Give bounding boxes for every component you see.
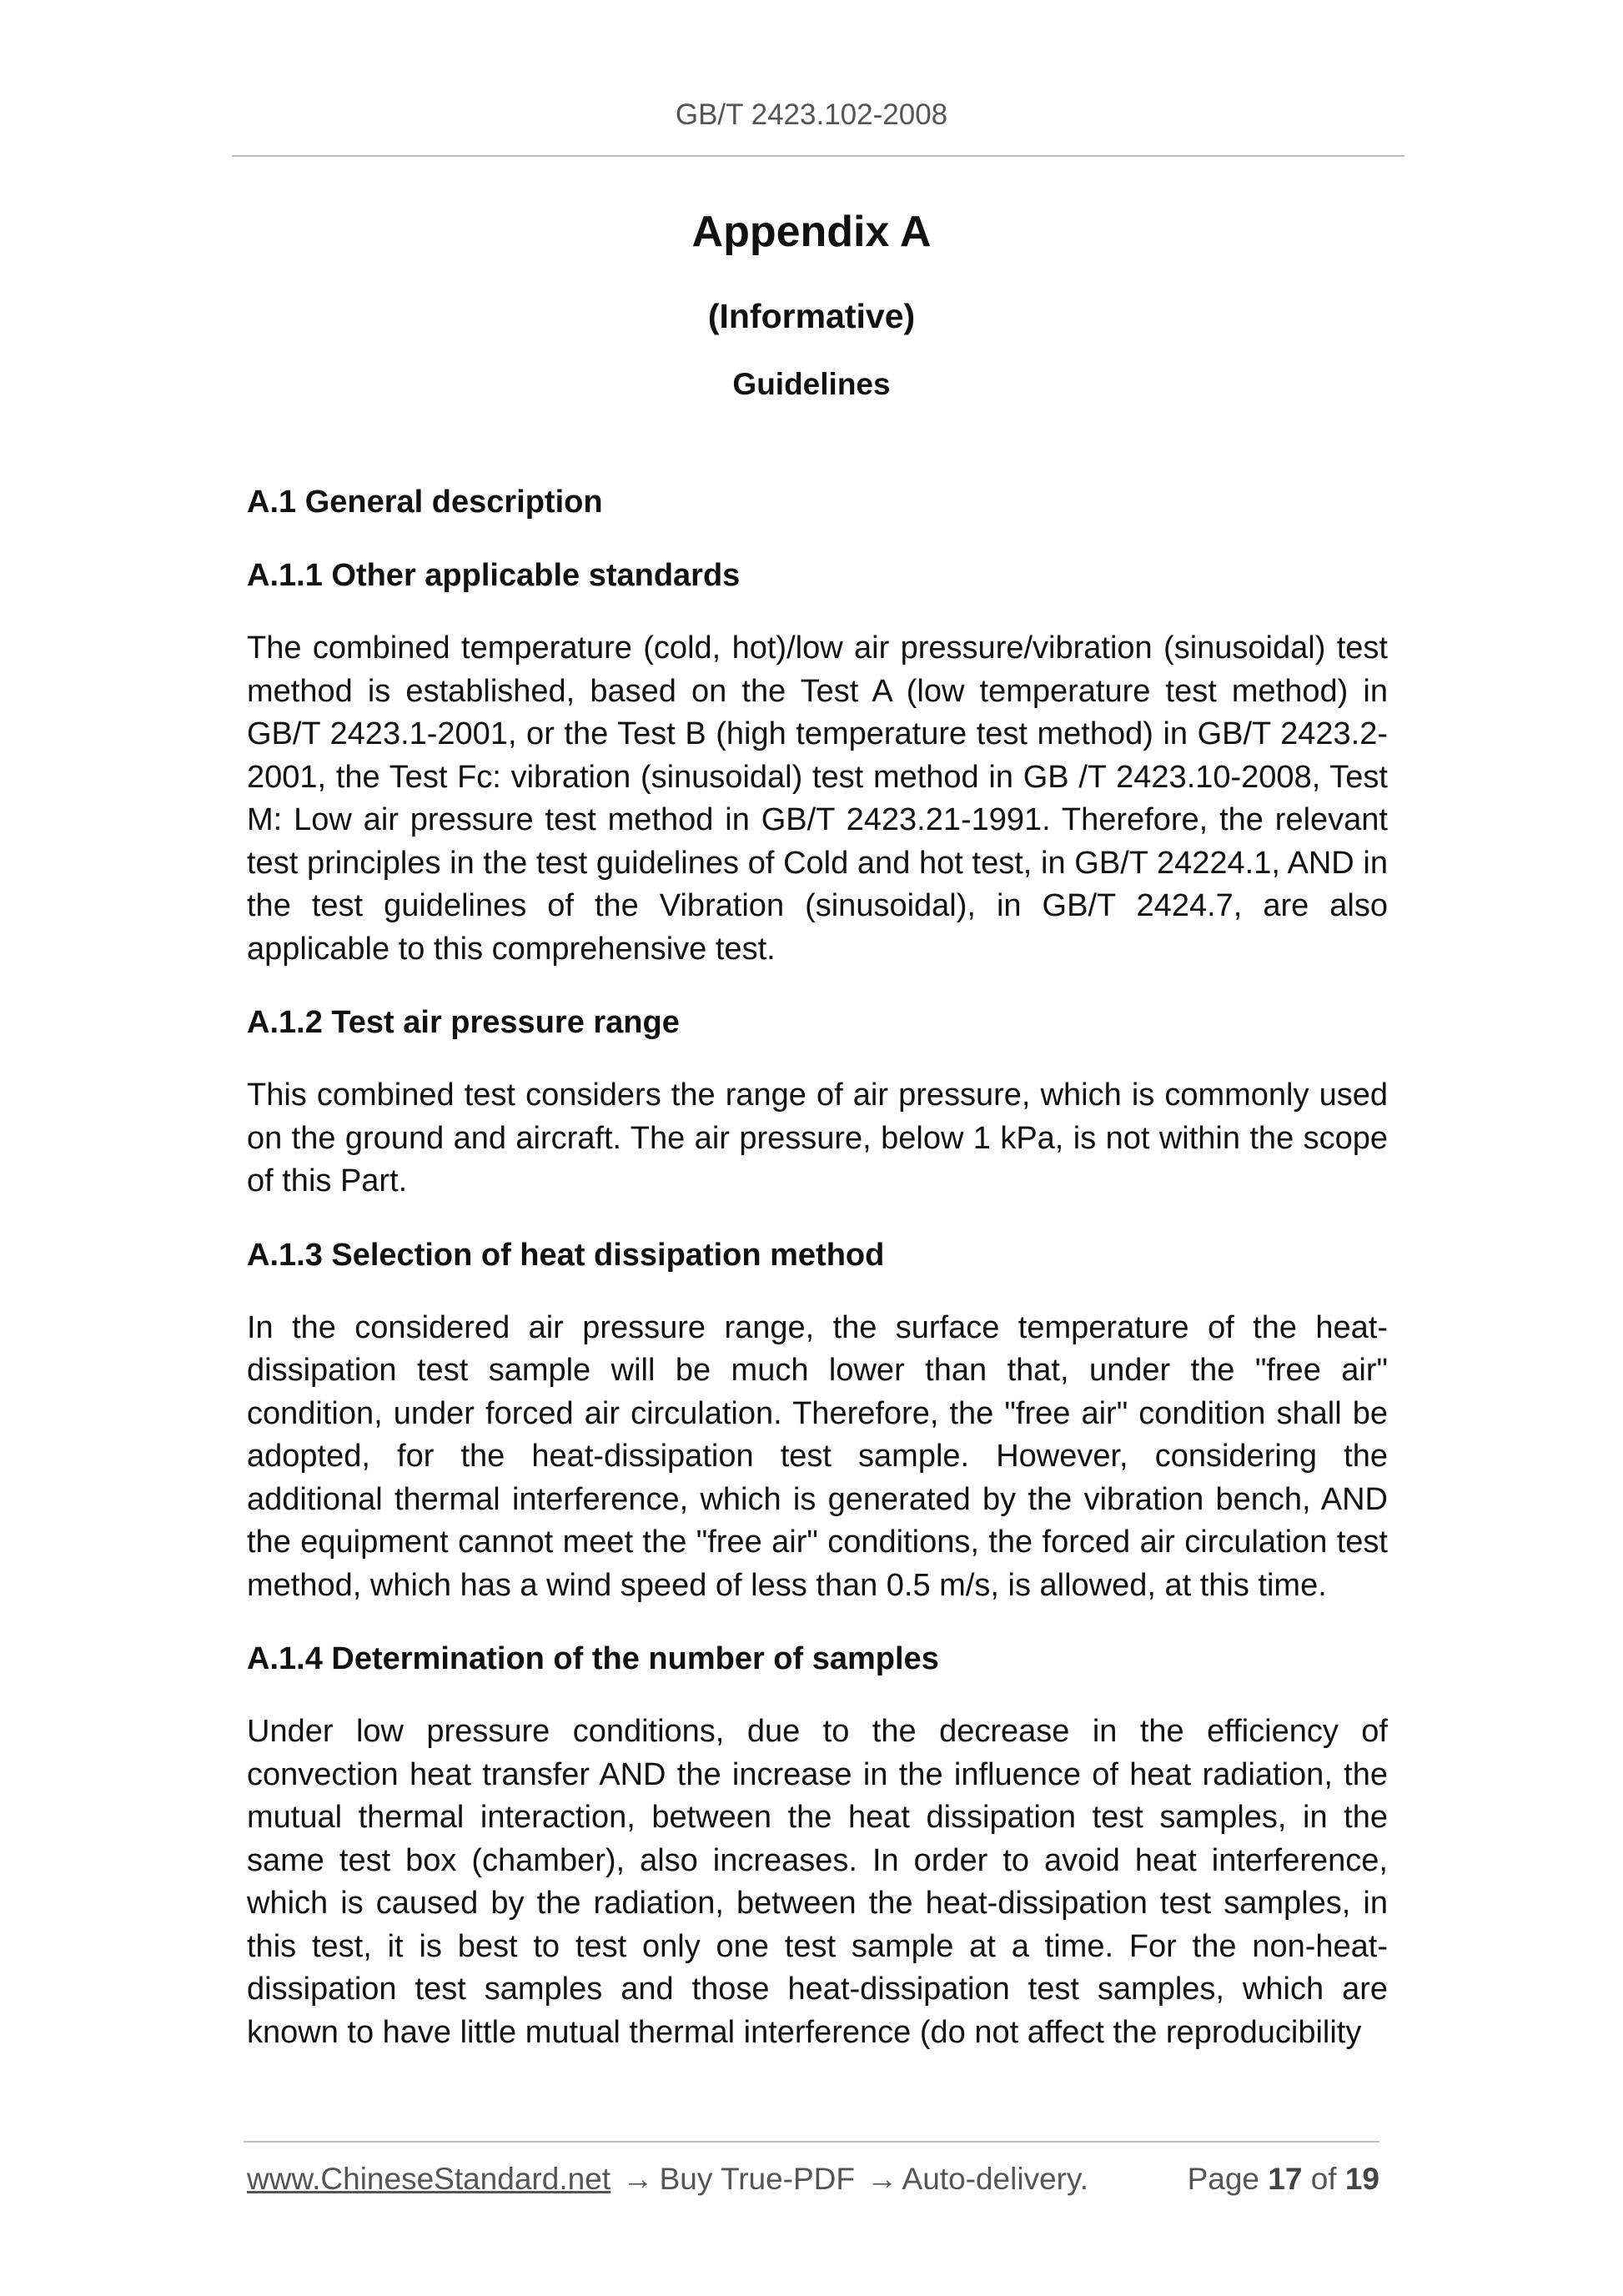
header-divider: [232, 155, 1404, 157]
page-number: [1188, 2162, 1379, 2197]
appendix-title: Appendix A: [691, 208, 932, 256]
running-header: GB/T 2423.102-2008: [675, 98, 948, 131]
section-paragraph-a1-3: In the considered air pressure range, the surface temperature of the heat-dissipation test sample will be much lower than that, under the "free air" condition, under forced air circulation. Therefore, the "free air" condition shall be adopted, for the heat-dissipation test sample. However, considering the additional thermal interference, which is generated by the vibration bench, AND the equipment cannot meet the "free air" conditions, the forced air circulation test method, which has a wind speed of less than 0.5 m/s, is allowed, at this time.: [247, 1309, 1388, 1603]
section-heading-a1-4: A.1.4 Determination of the number of samples: [247, 1641, 939, 1676]
section-heading-a1-3: A.1.3 Selection of heat dissipation method: [247, 1237, 885, 1273]
section-paragraph-a1-1: The combined temperature (cold, hot)/low air pressure/vibration (sinusoidal) test method is established, based on the Test A (low temperature test method) in GB/T 2423.1-2001, or the Test B (high temperature test method) in GB/T 2423.2-2001, the Test Fc: vibration (sinusoidal) test method in GB /T 2423.10-2008, Test M: Low air pressure test method in GB/T 2423.21-1991. Therefore, the relevant test principles in the test guidelines of Cold and hot test, in GB/T 24224.1, AND in the test guidelines of the Vibration (sinusoidal), in GB/T 2424.7, are also applicable to this comprehensive test.: [247, 631, 1388, 967]
footer-promo: [247, 2162, 1088, 2197]
section-heading-a1-1: A.1.1 Other applicable standards: [247, 558, 741, 593]
page-current: 17: [1268, 2162, 1303, 2196]
arrow-right-icon: →: [622, 2162, 654, 2196]
page-of-label: of: [1310, 2162, 1337, 2196]
arrow-right-icon: →: [867, 2162, 898, 2196]
appendix-name: Guidelines: [732, 367, 891, 401]
footer-divider: [244, 2141, 1379, 2143]
appendix-subtitle: (Informative): [707, 297, 916, 335]
section-paragraph-a1-4: Under low pressure conditions, due to the decrease in the efficiency of convection heat transfer AND the increase in the influence of heat radiation, the mutual thermal interaction, between the heat dissipation test samples, in the same test box (chamber), also increases. In order to avoid heat interference, which is caused by the radiation, between the heat-dissipation test samples, in this test, it is best to test only one test sample at a time. For the non-heat-dissipation test samples and those heat-dissipation test samples, which are known to have little mutual thermal interference (do not affect the reproducibility: [247, 1714, 1388, 2050]
section-heading-a1-2: A.1.2 Test air pressure range: [247, 1005, 680, 1040]
page-footer: [247, 2162, 1379, 2203]
section-heading-a1: A.1 General description: [247, 485, 603, 520]
section-paragraph-a1-2: This combined test considers the range of air pressure, which is commonly used on the ground and aircraft. The air pressure, below 1 kPa, is not within the scope of this Part.: [247, 1078, 1388, 1198]
page-total: 19: [1344, 2162, 1379, 2196]
website-link[interactable]: www.ChineseStandard.net: [247, 2162, 611, 2196]
auto-delivery-text: Auto-delivery.: [902, 2162, 1089, 2196]
buy-true-pdf-text: Buy True-PDF: [659, 2162, 856, 2196]
document-body: [247, 480, 1388, 2084]
page-label: Page: [1187, 2162, 1259, 2196]
